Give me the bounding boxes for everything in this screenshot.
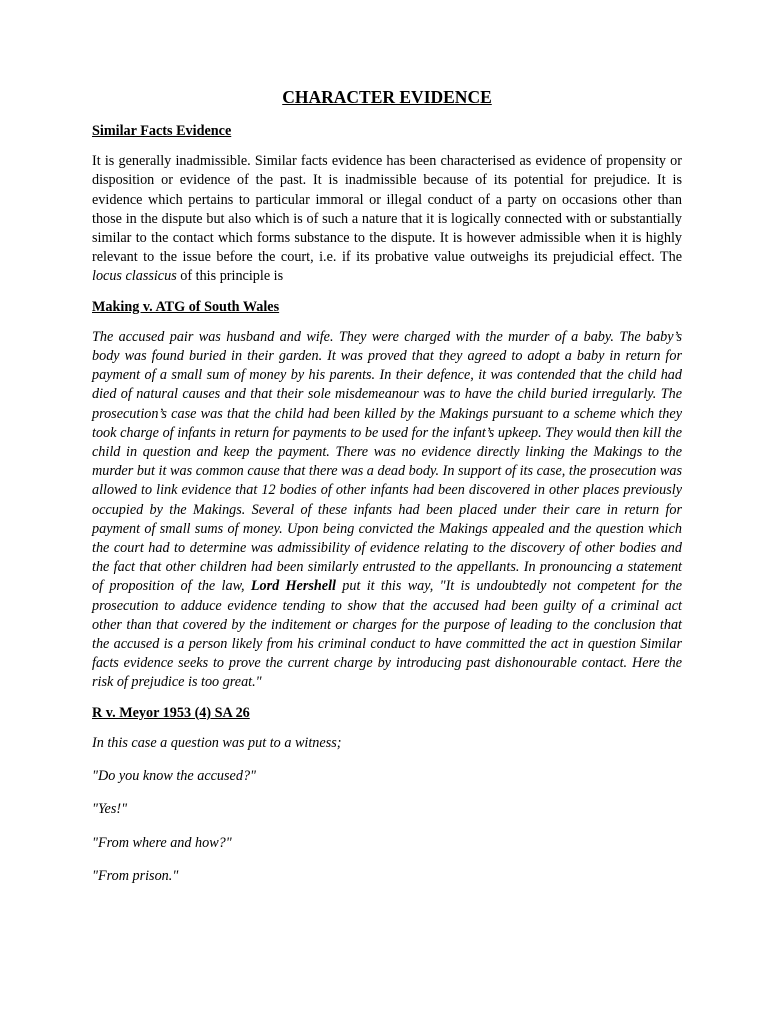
similar-facts-text-1: It is generally inadmissible. Similar facts evidence has been characterised as evidence of propensity or disposition or evidence of the past. It is inadmissible because of its potential for prejudice. It is evidence which pertains to particular immoral or illegal conduct of a party on occasions other than those in the dispute but also which is of such a nature that it is logically connected with or substantially similar to the contact which forms substance to the dispute. It is however admissible when it is highly relevant to the issue before the court, i.e. if its probative value outweighs its prejudicial effect. The xyxy=(92,153,682,266)
section-heading-similar-facts: Similar Facts Evidence xyxy=(92,123,232,139)
making-case-text-2: put it this way, "It is undoubtedly not competent for the prosecution to adduce evidence tending to show that the accused had been guilty of a criminal act other than that covered by the inditement or charges for the purpose of leading to the conclusion that the accused is a person likely from his criminal conduct to have committed the act in question Similar facts evidence seeks to prove the current charge by introducing past dishonourable contact. Here the risk of prejudice is too great." xyxy=(92,578,682,691)
document-page xyxy=(92,86,682,900)
locus-classicus-text: locus classicus xyxy=(92,268,177,285)
dialog-line: "From prison." xyxy=(92,867,179,884)
case-heading-meyor: R v. Meyor 1953 (4) SA 26 xyxy=(92,704,250,721)
case-heading-making: Making v. ATG of South Wales xyxy=(92,298,280,315)
meyor-intro: In this case a question was put to a witness; xyxy=(92,734,342,751)
dialog-line: "Do you know the accused?" xyxy=(92,768,256,785)
making-case-text-1: The accused pair was husband and wife. They were charged with the murder of a baby. The baby’s body was found buried in their garden. It was proved that they agreed to adopt a baby in return for payment of a small sum of money by his parents. In their defence, it was contended that the child had died of natural causes and that their sole misdemeanour was to have the child buried irregularly. The prosecution’s case was that the child had been killed by the Makings pursuant to a scheme which they took charge of infants in return for payments to be used for the infant’s upkeep. They would then kill the child in question and keep the payment. There was no evidence directly linking the Makings to the murder but it was common cause that there was a dead body. In support of its case, the prosecution was allowed to link evidence that 12 bodies of other infants had been discovered in other places previously occupied by the Makings. Several of these infants had been placed under their care in return for payment of small sums of money. Upon being convicted the Makings appealed and the question which the court had to determine was admissibility of evidence relating to the discovery of other bodies and the fact that other children had been similarly entrusted to the appellants. In pronouncing a statement of proposition of the law, xyxy=(92,328,682,595)
dialog-line: "From where and how?" xyxy=(92,834,232,851)
judge-name: Lord Hershell xyxy=(250,578,336,595)
document-title: CHARACTER EVIDENCE xyxy=(282,87,492,107)
making-case-paragraph xyxy=(92,328,682,693)
dialog-line: "Yes!" xyxy=(92,801,128,818)
similar-facts-text-2: of this principle is xyxy=(176,268,284,285)
similar-facts-paragraph xyxy=(92,152,682,286)
